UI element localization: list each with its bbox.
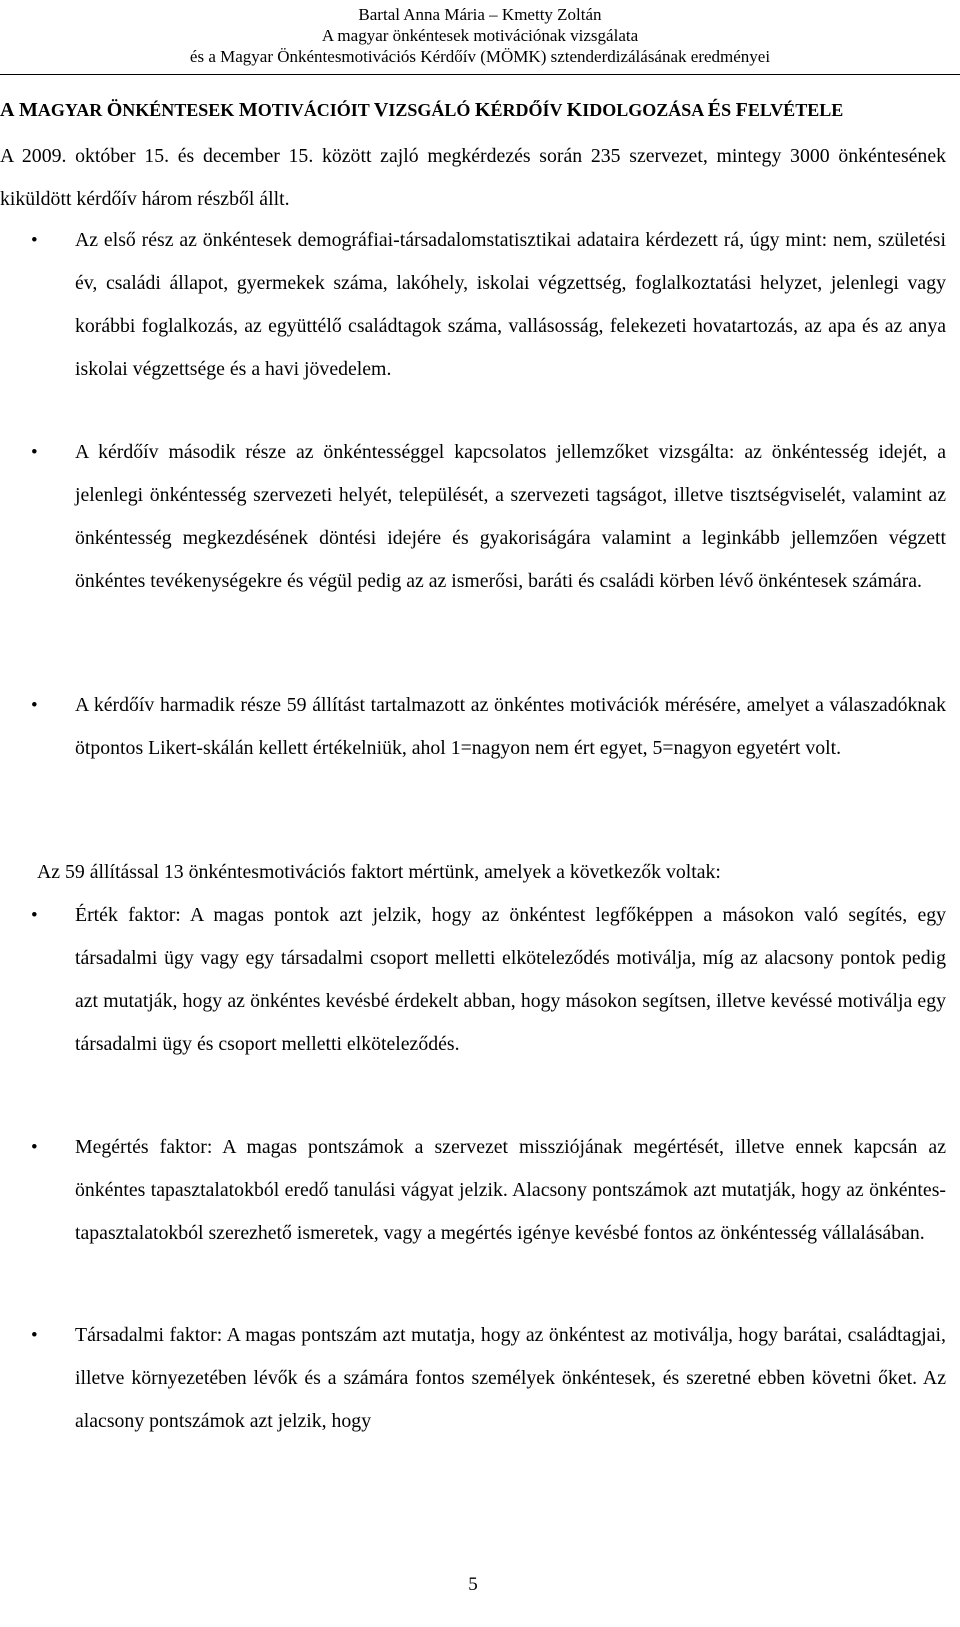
list-item-text: Érték faktor: A magas pontok azt jelzik, hogy az önkéntest legfőképpen a másokon való segítés, egy társadalmi ügy vagy egy társadalmi csoport melletti elköteleződés motiválja, míg az alacsony pontok pedig azt mutatják, hogy az önkéntes kevésbé érdekelt abban, hogy másokon segítsen, illetve kevéssé motiválja egy társadalmi ügy és csoport melletti elköteleződés. [75, 904, 946, 1055]
bullet-icon: • [31, 905, 38, 926]
running-header [0, 4, 960, 67]
list-item-text: A kérdőív harmadik része 59 állítást tartalmazott az önkéntes motivációk mérésére, amelyet a válaszadóknak ötpontos Likert-skálán kellett értékelniük, ahol 1=nagyon nem ért egyet, 5=nagyon egyetért volt. [75, 694, 946, 759]
intro-paragraph: A 2009. október 15. és december 15. között zajló megkérdezés során 235 szervezet, mintegy 3000 önkéntesének kiküldött kérdőív három részből állt. [0, 145, 946, 210]
factors-intro: Az 59 állítással 13 önkéntesmotivációs faktort mértünk, amelyek a következők voltak: [37, 861, 721, 883]
bullet-icon: • [31, 1325, 38, 1346]
list-item-text: Megértés faktor: A magas pontszámok a szervezet missziójának megértését, illetve ennek kapcsán az önkéntes tapasztalatokból eredő tanulási vágyat jelzik. Alacsony pontszámok azt mutatják, hogy az önkéntes-tapasztalatokból szerezhető ismeretek, vagy a megértés igénye kevésbé fontos az önkéntesség vállalásában. [75, 1136, 946, 1244]
bullet-icon: • [31, 442, 38, 463]
list-item-text: Az első rész az önkéntesek demográfiai-társadalomstatisztikai adataira kérdezett rá, úgy mint: nem, születési év, családi állapot, gyermekek száma, lakóhely, iskolai végzettség, foglalkoztatási helyzet, jelenlegi vagy korábbi foglalkozás, az együttélő családtagok száma, vallásosság, felekezeti hovatartozás, az apa és az anya iskolai végzettsége és a havi jövedelem. [75, 229, 946, 380]
header-authors: Bartal Anna Mária – Kmetty Zoltán [358, 5, 602, 24]
header-rule [0, 74, 960, 75]
header-subtitle-line: és a Magyar Önkéntesmotivációs Kérdőív (MÖMK) sztenderdizálásának eredményei [189, 47, 771, 66]
page-number: 5 [468, 1574, 478, 1595]
section-title: A MAGYAR ÖNKÉNTESEK MOTIVÁCIÓIT VIZSGÁLÓ KÉRDŐÍV KIDOLGOZÁSA ÉS FELVÉTELE [0, 99, 844, 121]
bullet-icon: • [31, 1137, 38, 1158]
list-item-text: Társadalmi faktor: A magas pontszám azt mutatja, hogy az önkéntest az motiválja, hogy barátai, családtagjai, illetve környezetében lévők és a számára fontos személyek önkéntesek, és szeretné ebben követni őket. Az alacsony pontszámok azt jelzik, hogy [75, 1324, 946, 1432]
list-item-text: A kérdőív második része az önkéntességgel kapcsolatos jellemzőket vizsgálta: az önkéntesség idejét, a jelenlegi önkéntesség szervezeti helyét, települését, a szervezeti tagságot, illetve tisztségviselét, valamint az önkéntesség megkezdésének döntési idejére és gyakoriságára valamint a leginkább jellemzően végzett önkéntes tevékenységekre és végül pedig az az ismerősi, baráti és családi körben lévő önkéntesek számára. [75, 441, 946, 592]
bullet-icon: • [31, 230, 38, 251]
bullet-icon: • [31, 695, 38, 716]
header-title-line: A magyar önkéntesek motivációnak vizsgálata [321, 26, 639, 45]
